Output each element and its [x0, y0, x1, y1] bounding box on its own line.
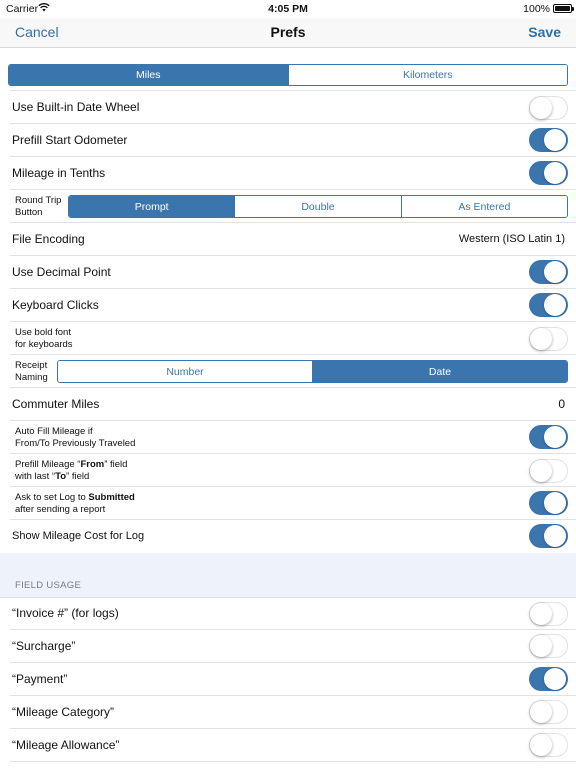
- keyboard-clicks-row: [0, 289, 576, 322]
- decimal-point-toggle[interactable]: [529, 260, 568, 284]
- receipt-naming-label: [15, 360, 48, 384]
- tenths-label: Mileage in Tenths: [12, 166, 106, 180]
- segment-date[interactable]: Date: [312, 361, 567, 382]
- field-surcharge-toggle[interactable]: [529, 634, 568, 658]
- field-mileage-allowance-toggle[interactable]: [529, 733, 568, 757]
- prefill-from-toggle[interactable]: [529, 459, 568, 483]
- receipt-naming-segmented-control[interactable]: [57, 360, 568, 383]
- prefill-start-toggle[interactable]: [529, 128, 568, 152]
- ask-submitted-toggle[interactable]: [529, 491, 568, 515]
- commuter-miles-label: Commuter Miles: [12, 397, 100, 411]
- show-cost-toggle[interactable]: [529, 524, 568, 548]
- ask-submitted-row: [0, 487, 576, 520]
- field-mileage-allowance-label: “Mileage Allowance”: [12, 738, 120, 752]
- decimal-point-label: Use Decimal Point: [12, 265, 111, 279]
- field-payment-label: “Payment”: [12, 672, 68, 686]
- segment-kilometers[interactable]: Kilometers: [288, 65, 568, 85]
- auto-fill-label: [15, 426, 135, 450]
- field-mileage-category-toggle[interactable]: [529, 700, 568, 724]
- prefill-to-text: with last “: [15, 471, 56, 482]
- tenths-row: [0, 157, 576, 190]
- ask-submitted-line2: after sending a report: [15, 504, 106, 515]
- auto-fill-row: [0, 421, 576, 454]
- file-encoding-value: Western (ISO Latin 1): [458, 233, 565, 245]
- bold-font-row: [0, 322, 576, 355]
- field-usage-item: [0, 663, 576, 696]
- prefill-from-text: Prefill Mileage “: [15, 459, 81, 470]
- keyboard-clicks-toggle[interactable]: [529, 293, 568, 317]
- segment-prompt[interactable]: Prompt: [69, 196, 234, 217]
- keyboard-clicks-label: Keyboard Clicks: [12, 298, 99, 312]
- show-cost-label: Show Mileage Cost for Log: [12, 530, 145, 542]
- file-encoding-label: File Encoding: [12, 232, 85, 246]
- prefill-from-bold: From: [80, 459, 105, 470]
- field-surcharge-label: “Surcharge”: [12, 639, 76, 653]
- field-payment-toggle[interactable]: [529, 667, 568, 691]
- prefill-from-text-post: ” field: [104, 459, 128, 470]
- field-usage-item: [0, 729, 576, 762]
- battery-icon: [553, 4, 572, 13]
- segment-number[interactable]: Number: [58, 361, 312, 382]
- auto-fill-label-line2: From/To Previously Traveled: [15, 438, 136, 449]
- decimal-point-row: [0, 256, 576, 289]
- carrier-label: Carrier: [6, 3, 39, 15]
- prefill-from-row: [0, 454, 576, 487]
- save-button[interactable]: Save: [528, 24, 561, 40]
- show-cost-row: [0, 520, 576, 553]
- bold-font-toggle[interactable]: [529, 327, 568, 351]
- clock: 4:05 PM: [268, 3, 308, 15]
- prefill-start-label: Prefill Start Odometer: [12, 133, 128, 147]
- auto-fill-toggle[interactable]: [529, 425, 568, 449]
- units-segmented-control[interactable]: [8, 64, 568, 86]
- round-trip-row: [0, 190, 576, 223]
- round-trip-label: [15, 195, 61, 219]
- page-title: Prefs: [270, 24, 306, 40]
- ask-submitted-bold: Submitted: [88, 492, 135, 503]
- receipt-naming-row: [0, 355, 576, 388]
- field-usage-section: [0, 553, 576, 597]
- prefill-from-label: [15, 459, 127, 483]
- receipt-naming-label-line2: Naming: [15, 372, 48, 383]
- field-invoice-toggle[interactable]: [529, 602, 568, 626]
- status-bar: [0, 0, 576, 18]
- prefill-start-row: [0, 124, 576, 157]
- prefill-to-text-post: ” field: [66, 471, 90, 482]
- field-usage-item: [0, 630, 576, 663]
- tenths-toggle[interactable]: [529, 161, 568, 185]
- field-usage-item: [0, 696, 576, 729]
- round-trip-label-line2: Button: [15, 207, 43, 218]
- field-usage-item: [0, 597, 576, 630]
- units-row: [0, 49, 576, 91]
- bold-font-label: [15, 327, 73, 351]
- date-wheel-label: Use Built-in Date Wheel: [12, 100, 140, 114]
- auto-fill-label-line1: Auto Fill Mileage if: [15, 426, 93, 437]
- date-wheel-toggle[interactable]: [529, 96, 568, 120]
- ask-submitted-label: [15, 492, 135, 516]
- round-trip-label-line1: Round Trip: [15, 195, 62, 206]
- commuter-miles-value: 0: [558, 397, 565, 411]
- round-trip-segmented-control[interactable]: [68, 195, 568, 218]
- navigation-bar: [0, 18, 576, 48]
- cancel-button[interactable]: Cancel: [15, 24, 59, 40]
- field-invoice-label: “Invoice #” (for logs): [12, 606, 119, 620]
- segment-double[interactable]: Double: [234, 196, 400, 217]
- bold-font-label-line1: Use bold font: [15, 327, 71, 338]
- file-encoding-row[interactable]: [0, 223, 576, 256]
- field-usage-header: FIELD USAGE: [15, 580, 82, 591]
- segment-miles[interactable]: Miles: [9, 65, 288, 85]
- segment-as-entered[interactable]: As Entered: [401, 196, 567, 217]
- bold-font-label-line2: for keyboards: [15, 339, 73, 350]
- commuter-miles-row[interactable]: [0, 388, 576, 421]
- receipt-naming-label-line1: Receipt: [15, 360, 48, 371]
- battery-percent: 100%: [523, 3, 550, 15]
- ask-submitted-text: Ask to set Log to: [15, 492, 89, 503]
- field-mileage-category-label: “Mileage Category”: [12, 705, 115, 719]
- prefill-to-bold: To: [55, 471, 67, 482]
- date-wheel-row: [0, 91, 576, 124]
